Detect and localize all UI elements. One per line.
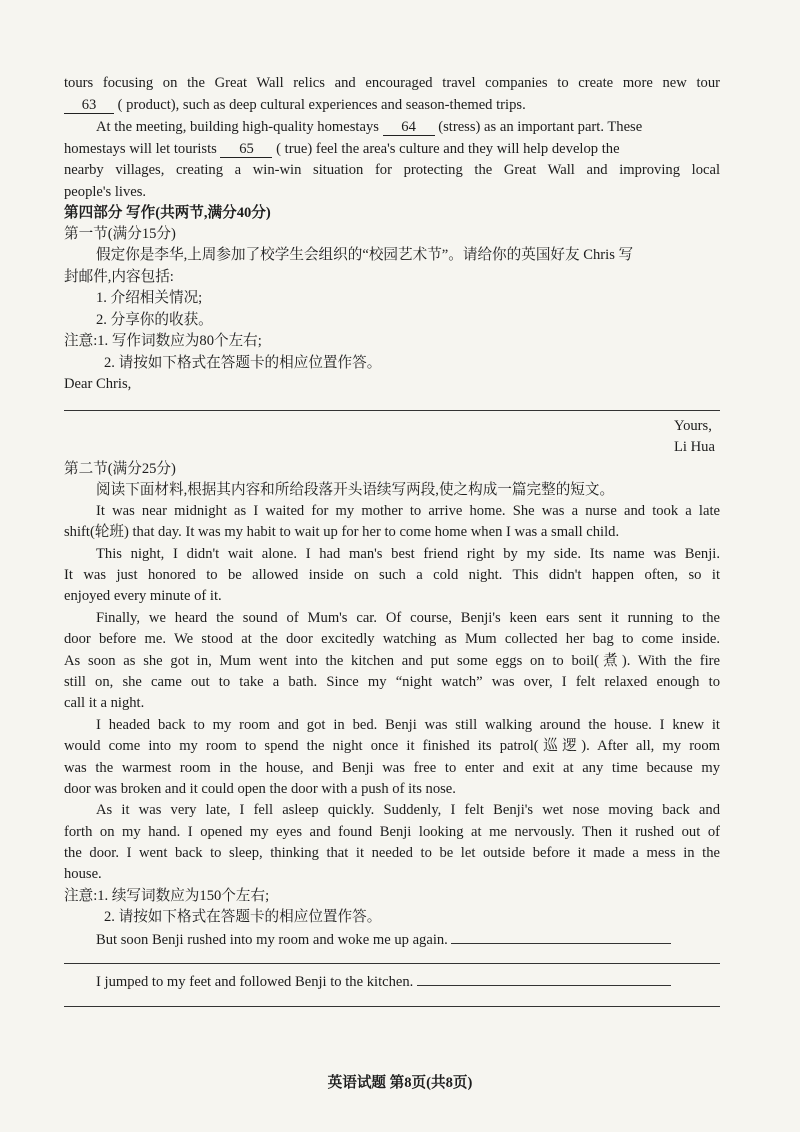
story-line: Finally, we heard the sound of Mum's car. Of course, Benji's keen ears sent it running to the xyxy=(96,610,720,626)
continuation-start-2 xyxy=(96,971,720,992)
page-footer: 英语试题 第8页(共8页) xyxy=(327,1075,473,1091)
answer-line[interactable] xyxy=(64,963,720,964)
opening-sentence: But soon Benji rushed into my room and woke me up again. xyxy=(96,932,448,948)
story-line: call it a night. xyxy=(64,695,145,711)
story-line: door was broken and it could open the door with a push of its nose. xyxy=(64,781,456,797)
story-line: door before me. We stood at the door excitedly watching as Mum collected her bag to come inside. xyxy=(64,631,720,647)
story-line: I headed back to my room and got in bed. Benji was still walking around the house. I knew it xyxy=(96,717,720,733)
section1-note: 注意:1. 写作词数应为80个左右; xyxy=(64,333,262,349)
story-line: enjoyed every minute of it. xyxy=(64,588,222,604)
answer-line[interactable] xyxy=(417,971,671,986)
answer-line[interactable] xyxy=(451,929,671,944)
letter-greeting: Dear Chris, xyxy=(64,376,132,392)
opening-sentence: I jumped to my feet and followed Benji to the kitchen. xyxy=(96,974,414,990)
passage-text: (stress) as an important part. These xyxy=(438,119,643,135)
story-line: It was near midnight as I waited for my mother to arrive home. She was a nurse and took a late xyxy=(96,503,720,519)
passage-line xyxy=(96,117,720,137)
story-line: the door. I went back to sleep, thinking that it needed to be let outside before it made a mess in the xyxy=(64,845,720,861)
section1-prompt: 封邮件,内容包括: xyxy=(64,269,174,285)
passage-line: nearby villages, creating a win-win situation for protecting the Great Wall and improving local xyxy=(64,162,720,178)
passage-line: people's lives. xyxy=(64,184,147,200)
part4-heading: 第四部分 写作(共两节,满分40分) xyxy=(64,205,271,221)
passage-text: homestays will let tourists xyxy=(64,141,217,157)
passage-text: At the meeting, building high-quality homestays xyxy=(96,119,379,135)
passage-line: tours focusing on the Great Wall relics and encouraged travel companies to create more new tour xyxy=(64,75,720,91)
story-line: would come into my room to spend the night once it finished its patrol(巡逻). After all, my room xyxy=(64,738,720,754)
continuation-start-1 xyxy=(96,929,720,950)
story-line: was the warmest room in the house, and Benji was free to enter and exit at any time because my xyxy=(64,760,720,776)
story-line: forth on my hand. I opened my eyes and found Benji looking at me nervously. Then it rushed out of xyxy=(64,824,720,840)
blank-63[interactable]: 63 xyxy=(64,97,114,114)
passage-line xyxy=(64,95,720,115)
letter-signature: Li Hua xyxy=(674,439,715,455)
story-line: As it was very late, I fell asleep quickly. Suddenly, I felt Benji's wet nose moving back and xyxy=(96,802,720,818)
section2-instruction: 阅读下面材料,根据其内容和所给段落开头语续写两段,使之构成一篇完整的短文。 xyxy=(96,482,615,498)
passage-text: ( product), such as deep cultural experiences and season-themed trips. xyxy=(117,97,526,113)
letter-closing: Yours, xyxy=(674,418,712,434)
section2-note: 2. 请按如下格式在答题卡的相应位置作答。 xyxy=(104,909,382,925)
answer-line[interactable] xyxy=(64,1006,720,1007)
section2-heading: 第二节(满分25分) xyxy=(64,461,176,477)
story-line: house. xyxy=(64,866,102,882)
section1-heading: 第一节(满分15分) xyxy=(64,226,176,242)
section1-note: 2. 请按如下格式在答题卡的相应位置作答。 xyxy=(104,355,382,371)
section1-prompt: 假定你是李华,上周参加了校学生会组织的“校园艺术节”。请给你的英国好友 Chris 写 xyxy=(96,247,634,263)
story-line: It was just honored to be allowed inside on such a cold night. This didn't happen often, so it xyxy=(64,567,720,583)
blank-65[interactable]: 65 xyxy=(220,141,272,158)
story-line: This night, I didn't wait alone. I had man's best friend right by my side. Its name was Benji. xyxy=(96,546,720,562)
story-line: still on, she came out to take a bath. Since my “night watch” was over, I felt relaxed enough to xyxy=(64,674,720,690)
passage-line xyxy=(64,139,720,159)
blank-64[interactable]: 64 xyxy=(383,119,435,136)
section1-item: 1. 介绍相关情况; xyxy=(96,290,203,306)
section2-note: 注意:1. 续写词数应为150个左右; xyxy=(64,888,270,904)
answer-line[interactable] xyxy=(64,410,720,411)
passage-text: ( true) feel the area's culture and they will help develop the xyxy=(276,141,620,157)
section1-item: 2. 分享你的收获。 xyxy=(96,312,213,328)
story-line: As soon as she got in, Mum went into the kitchen and put some eggs on to boil(煮). With the fire xyxy=(64,653,720,669)
story-line: shift(轮班) that day. It was my habit to wait up for her to come home when I was a small child. xyxy=(64,524,620,540)
